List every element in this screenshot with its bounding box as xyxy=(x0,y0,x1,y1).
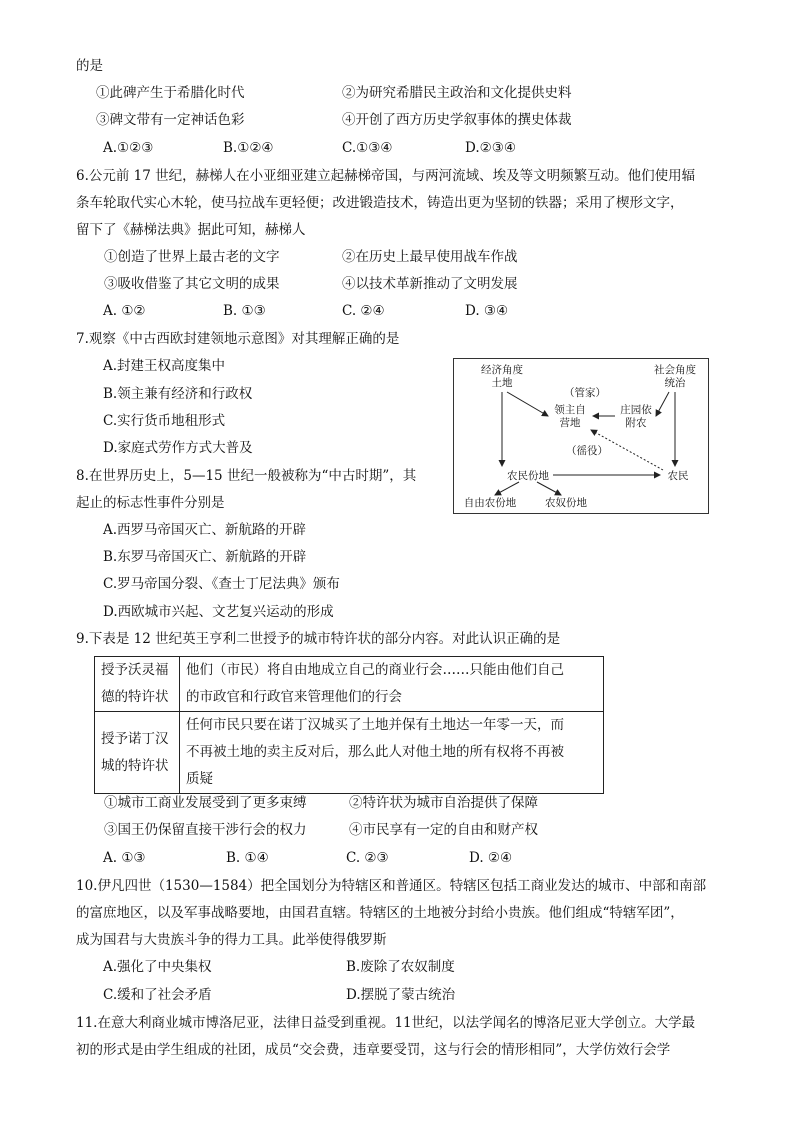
arrow-rule-to-manor xyxy=(656,392,669,416)
cell-line: 他们（市民）将自由地成立自己的商业行会……只能由他们自己 xyxy=(186,662,564,678)
q11-stem-line-1: 11.在意大利商业城市博洛尼亚，法律日益受到重视。11世纪，以法学闻名的博洛尼亚大学创立。大学最 xyxy=(76,1015,696,1031)
cell-line: 授予诺丁汉 xyxy=(101,730,169,747)
cell-line: 德的特许状 xyxy=(101,689,169,705)
cell-line: 任何市民只要在诺丁汉城买了土地并保有土地达一年零一天，而 xyxy=(186,717,564,733)
q6-option-1: ①创造了世界上最古老的文字 xyxy=(104,249,280,265)
q7-choice-d[interactable]: D.家庭式劳作方式大普及 xyxy=(103,440,253,456)
charter-wallingford-head xyxy=(95,657,180,712)
q9-option-2: ②特许状为城市自治提供了保障 xyxy=(349,795,538,811)
q6-choice-d[interactable]: D. ③④ xyxy=(465,303,509,319)
q10-choice-a[interactable]: A.强化了中央集权 xyxy=(103,959,212,975)
q5-stem-tail: 的是 xyxy=(76,58,103,74)
q9-choice-a[interactable]: A. ①③ xyxy=(103,850,146,866)
demesne-label-2: 营地 xyxy=(559,417,581,429)
q6-choice-b[interactable]: B. ①③ xyxy=(223,303,266,319)
econ-label-2: 土地 xyxy=(491,377,513,389)
peasant-label: 农民 xyxy=(667,470,689,482)
q9-choice-c[interactable]: C. ②③ xyxy=(346,850,389,866)
table-row xyxy=(95,712,604,794)
charter-table xyxy=(94,656,604,794)
q6-choice-c[interactable]: C. ②④ xyxy=(342,303,385,319)
q9-stem: 9.下表是 12 世纪英王亨利二世授予的城市特许状的部分内容。对此认识正确的是 xyxy=(76,631,561,647)
table-row xyxy=(95,657,604,712)
q7-choice-a[interactable]: A.封建王权高度集中 xyxy=(103,358,226,374)
q5-choice-b[interactable]: B.①②④ xyxy=(223,140,274,156)
q5-choice-c[interactable]: C.①③④ xyxy=(342,140,393,156)
cell-line: 质疑 xyxy=(186,771,213,787)
arrow-to-serf-holding xyxy=(537,482,561,495)
free-holding-label: 自由农份地 xyxy=(463,497,517,509)
q5-choice-a[interactable]: A.①②③ xyxy=(103,140,154,156)
q6-option-2: ②在历史上最早使用战车作战 xyxy=(342,249,518,265)
q10-stem-line-1: 10.伊凡四世（1530—1584）把全国划分为特辖区和普通区。特辖区包括工商业发达的城市、中部和南部 xyxy=(76,878,707,894)
q8-stem-line-2: 起止的标志性事件分别是 xyxy=(76,495,225,511)
manor-label-2: 附农 xyxy=(625,417,647,429)
q10-stem-line-2: 的富庶地区，以及军事战略要地，由国君直辖。特辖区的土地被分封给小贵族。他们组成“特辖军团”， xyxy=(76,905,684,921)
q5-choice-d[interactable]: D.②③④ xyxy=(465,140,516,156)
q6-option-4: ④以技术革新推动了文明发展 xyxy=(342,276,518,292)
q10-choice-d[interactable]: D.摆脱了蒙古统治 xyxy=(346,987,456,1003)
holding-label: 农民份地 xyxy=(507,470,549,482)
charter-nottingham-body xyxy=(180,712,604,794)
corvee-label: （徭役） xyxy=(566,445,608,457)
q8-choice-c[interactable]: C.罗马帝国分裂、《查士丁尼法典》颁布 xyxy=(103,576,340,592)
q10-stem-line-3: 成为国君与大贵族斗争的得力工具。此举使得俄罗斯 xyxy=(76,932,387,948)
q8-stem-line-1: 8.在世界历史上，5—15 世纪一般被称为“中古时期”，其 xyxy=(76,468,417,484)
cell-line: 不再被土地的卖主反对后，那么此人对他土地的所有权将不再被 xyxy=(186,744,564,760)
q8-choice-a[interactable]: A.西罗马帝国灭亡、新航路的开辟 xyxy=(103,522,307,538)
feudal-manor-diagram xyxy=(453,358,709,514)
q7-choice-c[interactable]: C.实行货币地租形式 xyxy=(103,413,226,429)
q5-option-1: ①此碑产生于希腊化时代 xyxy=(96,85,245,101)
q9-option-1: ①城市工商业发展受到了更多束缚 xyxy=(104,795,307,811)
q5-option-2: ②为研究希腊民主政治和文化提供史料 xyxy=(342,85,572,101)
q6-stem-line-1: 6.公元前 17 世纪，赫梯人在小亚细亚建立起赫梯帝国，与两河流域、埃及等文明频繁互动。他们使用辐 xyxy=(76,168,696,184)
econ-label-1: 经济角度 xyxy=(481,364,523,376)
arrow-land-to-demesne xyxy=(507,392,548,416)
q6-choice-a[interactable]: A. ①② xyxy=(103,303,146,319)
q6-option-3: ③吸收借鉴了其它文明的成果 xyxy=(104,276,280,292)
social-label-2: 统治 xyxy=(664,377,686,389)
arrow-to-free-holding xyxy=(495,482,519,495)
q9-choice-d[interactable]: D. ②④ xyxy=(469,850,513,866)
q5-option-4: ④开创了西方历史学叙事体的撰史体裁 xyxy=(342,112,572,128)
cell-line: 授予沃灵福 xyxy=(101,662,169,678)
q9-choice-b[interactable]: B. ①④ xyxy=(226,850,269,866)
q8-choice-b[interactable]: B.东罗马帝国灭亡、新航路的开辟 xyxy=(103,549,307,565)
q7-stem: 7.观察《中古西欧封建领地示意图》对其理解正确的是 xyxy=(76,331,400,347)
manor-label-1: 庄园依 xyxy=(620,404,652,416)
charter-wallingford-body xyxy=(180,657,604,712)
q11-stem-line-2: 初的形式是由学生组成的社团，成员“交会费，违章要受罚，这与行会的情形相同”，大学仿效行会学 xyxy=(76,1042,671,1058)
q6-stem-line-3: 留下了《赫梯法典》据此可知，赫梯人 xyxy=(76,222,306,238)
q6-stem-line-2: 条车轮取代实心木轮，使马拉战车更轻便；改进锻造技术，铸造出更为坚韧的铁器；采用了楔形文字， xyxy=(76,195,684,211)
q8-choice-d[interactable]: D.西欧城市兴起、文艺复兴运动的形成 xyxy=(103,604,334,620)
social-label-1: 社会角度 xyxy=(654,364,696,376)
q7-choice-b[interactable]: B.领主兼有经济和行政权 xyxy=(103,386,253,402)
demesne-label-1: 领主自 xyxy=(554,404,586,416)
q10-choice-c[interactable]: C.缓和了社会矛盾 xyxy=(103,987,212,1003)
q10-choice-b[interactable]: B.废除了农奴制度 xyxy=(346,959,455,975)
q9-option-4: ④市民享有一定的自由和财产权 xyxy=(349,822,538,838)
q9-option-3: ③国王仍保留直接干涉行会的权力 xyxy=(104,822,307,838)
steward-label: （管家） xyxy=(564,387,606,399)
cell-line: 的市政官和行政官来管理他们的行会 xyxy=(186,689,402,705)
serf-holding-label: 农奴份地 xyxy=(545,497,587,509)
cell-line: 城的特许状 xyxy=(101,757,169,774)
q5-option-3: ③碑文带有一定神话色彩 xyxy=(96,112,245,128)
charter-nottingham-head xyxy=(95,712,180,794)
